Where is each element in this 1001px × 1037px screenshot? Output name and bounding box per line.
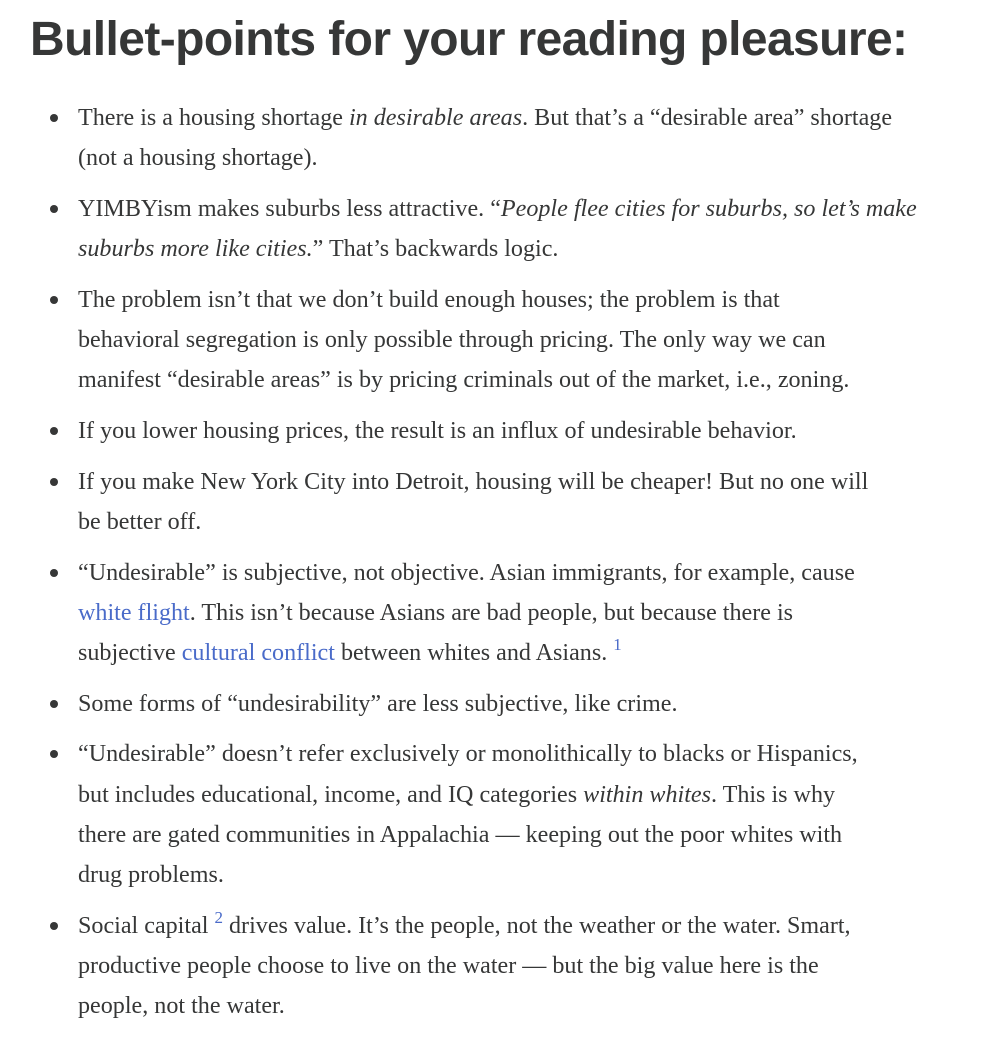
text-line: productive people choose to live on the water — but the big value here is the bbox=[78, 952, 819, 979]
list-item bbox=[0, 189, 1001, 269]
text-line: drug problems. bbox=[78, 861, 224, 888]
list-item bbox=[0, 906, 1001, 1027]
text-line: YIMBYism makes suburbs less attractive. “People flee cities for suburbs, so let’s make bbox=[78, 195, 917, 222]
list-item bbox=[0, 280, 1001, 401]
text-line: subjective cultural conflict between whites and Asians. $^1$ bbox=[78, 634, 622, 666]
bullet-list bbox=[0, 98, 1001, 1037]
text-line: white flight. This isn’t because Asians are bad people, but because there is bbox=[78, 599, 794, 626]
bullet-dot bbox=[50, 478, 58, 486]
footnote-1-link[interactable]: 1 bbox=[613, 634, 622, 654]
text-line: The problem isn’t that we don’t build enough houses; the problem is that bbox=[78, 286, 780, 313]
white-flight-link[interactable]: white flight bbox=[78, 599, 190, 626]
cultural-conflict-link[interactable]: cultural conflict bbox=[181, 639, 335, 666]
text-line: people, not the water. bbox=[78, 993, 285, 1020]
bullet-dot bbox=[50, 296, 58, 304]
list-item bbox=[0, 684, 1001, 724]
text-line: “Undesirable” is subjective, not objective. Asian immigrants, for example, cause bbox=[78, 559, 855, 586]
text-line: behavioral segregation is only possible through pricing. The only way we can bbox=[78, 327, 826, 354]
text-line: suburbs more like cities.” That’s backwards logic. bbox=[78, 236, 559, 263]
bullet-dot bbox=[50, 922, 58, 930]
bullet-dot bbox=[50, 114, 58, 122]
list-item bbox=[0, 411, 1001, 451]
text-line: “Undesirable” doesn’t refer exclusively or monolithically to blacks or Hispanics, bbox=[78, 741, 858, 768]
text-line: If you lower housing prices, the result is an influx of undesirable behavior. bbox=[78, 417, 797, 444]
emphasis-text: within whites bbox=[583, 781, 711, 808]
emphasis-text: in desirable areas bbox=[348, 105, 523, 131]
list-item bbox=[0, 462, 1001, 542]
bullet-dot bbox=[50, 750, 58, 758]
text-line: If you make New York City into Detroit, housing will be cheaper! But no one will bbox=[78, 468, 869, 495]
bullet-dot bbox=[50, 700, 58, 708]
list-item bbox=[0, 553, 1001, 674]
text-line: but includes educational, income, and IQ categories within whites. This is why bbox=[78, 781, 836, 808]
emphasis-text: suburbs more like cities. bbox=[78, 236, 313, 263]
text-line: There is a housing shortage in desirable areas. But that’s a “desirable area” shortage bbox=[78, 105, 893, 131]
bullet-dot bbox=[50, 569, 58, 577]
text-line: be better off. bbox=[78, 508, 202, 535]
list-item bbox=[0, 734, 1001, 895]
emphasis-text: People flee cities for suburbs, so let’s make bbox=[500, 195, 917, 222]
bullet-dot bbox=[50, 205, 58, 213]
bullet-dot bbox=[50, 427, 58, 435]
list-item bbox=[0, 98, 1001, 178]
section-heading: Bullet-points for your reading pleasure: bbox=[30, 13, 908, 66]
footnote-2-link[interactable]: 2 bbox=[214, 907, 223, 927]
text-line: there are gated communities in Appalachia — keeping out the poor whites with bbox=[78, 821, 843, 848]
text-line: manifest “desirable areas” is by pricing criminals out of the market, i.e., zoning. bbox=[78, 367, 850, 394]
text-line: Some forms of “undesirability” are less subjective, like crime. bbox=[78, 690, 678, 717]
text-line: (not a housing shortage). bbox=[78, 145, 318, 172]
text-line: Social capital $^2$ drives value. It’s the people, not the weather or the water. Smart, bbox=[78, 907, 851, 939]
